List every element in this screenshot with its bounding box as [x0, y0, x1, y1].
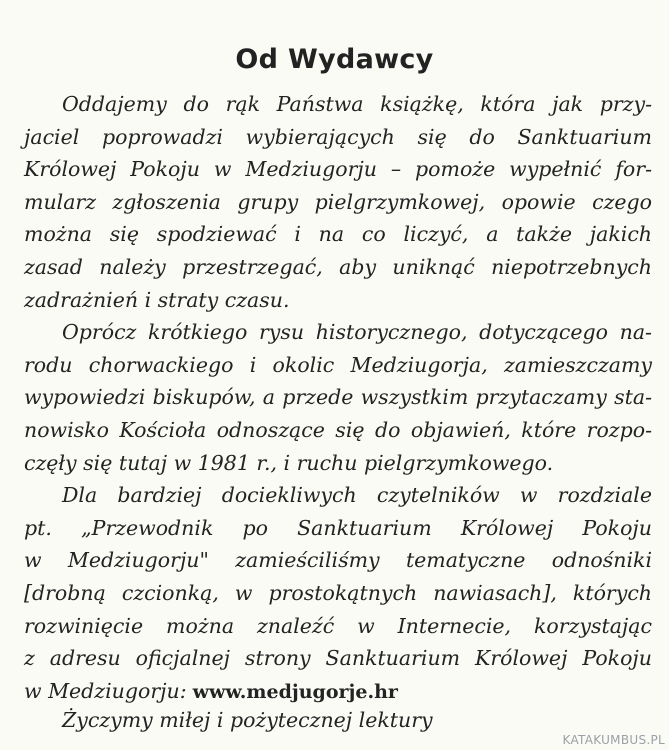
- text-line: mularz zgłoszenia grupy pielgrzymkowej, opowie czego: [24, 189, 652, 214]
- paragraph-3: [24, 479, 652, 708]
- text-line: [drobną czcionką, w prostokątnych nawiasach], których: [24, 580, 652, 605]
- text-line: Dla bardziej dociekliwych czytelników w rozdziale: [62, 483, 652, 508]
- paragraph-2: [24, 316, 652, 479]
- closing-line: Życzymy miłej i pożytecznej lektury: [62, 708, 433, 732]
- text-line: częły się tutaj w 1981 r., i ruchu pielgrzymkowego.: [24, 450, 554, 475]
- text-line: wypowiedzi biskupów, a przede wszystkim przytaczamy sta-: [24, 385, 652, 410]
- website-url: www.medjugorje.hr: [192, 680, 398, 703]
- watermark: KATAKUMBUS.PL: [562, 733, 665, 747]
- text-line: nowisko Kościoła odnoszące się do objawień, które rozpo-: [24, 417, 652, 442]
- text-line: rozwinięcie można znaleźć w Internecie, korzystając: [24, 613, 652, 638]
- text-line: w Medziugorju" zamieściliśmy tematyczne odnośniki: [24, 548, 652, 573]
- text-line: z adresu oficjalnej strony Sanktuarium Królowej Pokoju: [24, 646, 652, 671]
- text-line: Królowej Pokoju w Medziugorju – pomoże wypełnić for-: [24, 157, 652, 182]
- text-line-with-url: [24, 675, 652, 709]
- text-line: rodu chorwackiego i okolic Medziugorja, zamieszczamy: [24, 352, 652, 377]
- text-line: zasad należy przestrzegać, aby uniknąć niepotrzebnych: [24, 254, 652, 279]
- text-line: pt. „Przewodnik po Sanktuarium Królowej Pokoju: [24, 515, 652, 540]
- paragraph-1: [24, 88, 652, 316]
- text-line: Oddajemy do rąk Państwa książkę, która jak przy-: [62, 92, 652, 116]
- page-title: Od Wydawcy: [235, 44, 434, 75]
- body-text: [24, 88, 652, 708]
- text-line: jaciel poprowadzi wybierających się do Sanktuarium: [24, 124, 652, 149]
- text-line: można się spodziewać i na co liczyć, a także jakich: [24, 222, 652, 247]
- text-line: zadrażnień i straty czasu.: [24, 287, 290, 312]
- text-line: Oprócz krótkiego rysu historycznego, dotyczącego na-: [62, 320, 652, 345]
- text-line-prefix: w Medziugorju:: [24, 678, 187, 703]
